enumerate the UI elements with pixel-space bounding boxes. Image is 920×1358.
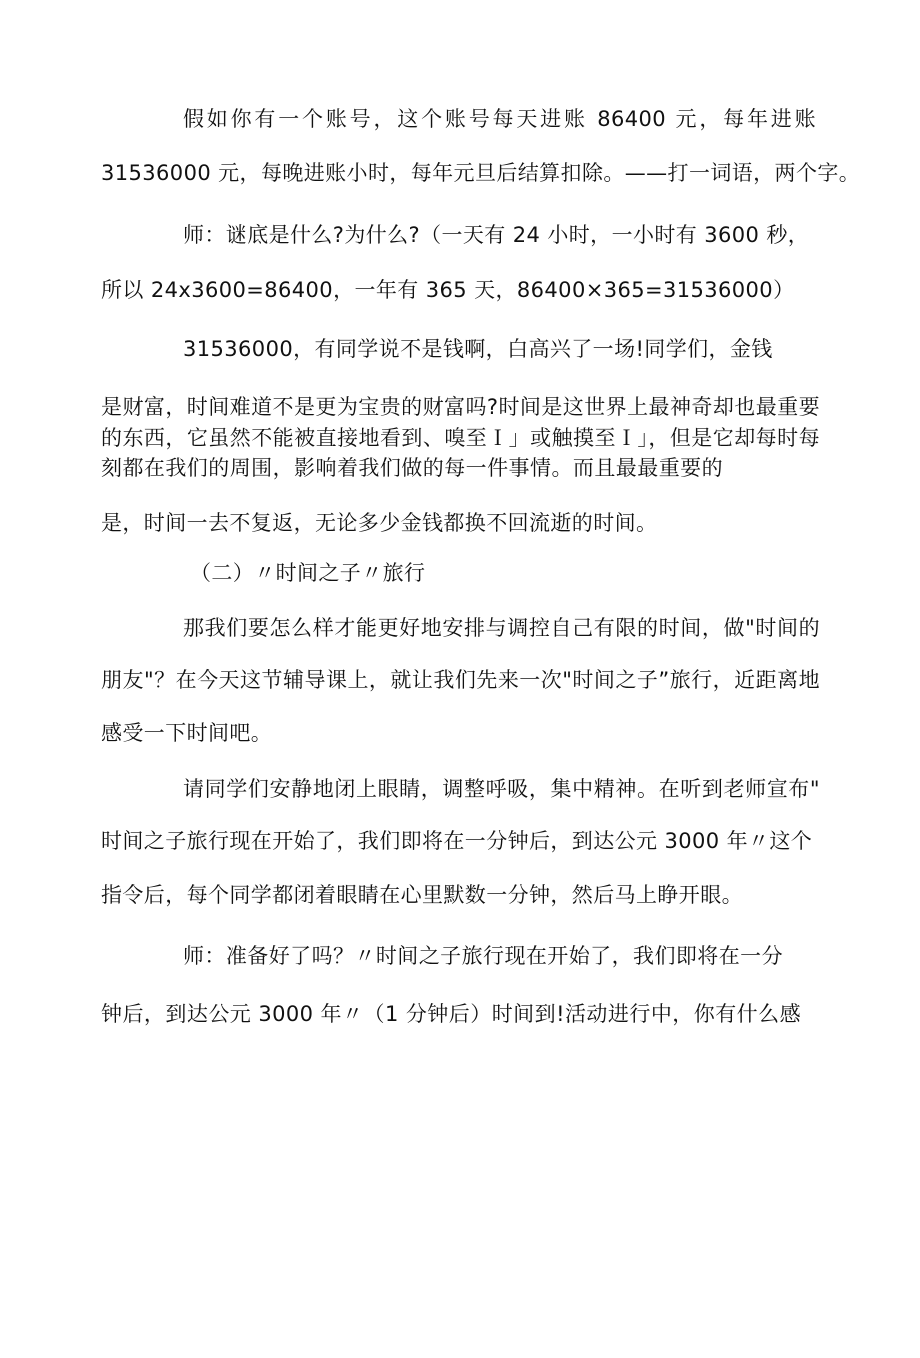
text-line-13: 感受一下时间吧。 bbox=[101, 721, 273, 745]
text-line-4: 所以 24x3600=86400，一年有 365 天，86400×365=31536000） bbox=[101, 278, 795, 302]
text-line-18: 钟后，到达公元 3000 年〃（1 分钟后）时间到!活动进行中，你有什么感 bbox=[101, 1002, 801, 1026]
text-line-15: 时间之子旅行现在开始了，我们即将在一分钟后，到达公元 3000 年〃这个 bbox=[101, 829, 813, 853]
text-line-11: 那我们要怎么样才能更好地安排与调控自己有限的时间，做"时间的 bbox=[183, 616, 820, 640]
text-line-7: 的东西，它虽然不能被直接地看到、嗅至Ｉ」或触摸至Ｉ」，但是它却每时每 bbox=[101, 426, 820, 450]
text-line-8: 刻都在我们的周围，影响着我们做的每一件事情。而且最最重要的 bbox=[101, 456, 723, 480]
text-line-16: 指令后，每个同学都闭着眼睛在心里默数一分钟，然后马上睁开眼。 bbox=[101, 883, 743, 907]
section-heading: （二）〃时间之子〃旅行 bbox=[190, 561, 426, 585]
text-line-12: 朋友"？在今天这节辅导课上，就让我们先来一次"时间之子”旅行，近距离地 bbox=[101, 668, 820, 692]
text-line-6: 是财富，时间难道不是更为宝贵的财富吗?时间是这世界上最神奇却也最重要 bbox=[101, 395, 820, 419]
text-line-9: 是，时间一去不复返，无论多少金钱都换不回流逝的时间。 bbox=[101, 511, 658, 535]
text-line-2: 31536000 元，每晚进账小时，每年元旦后结算扣除。——打一词语，两个字。 bbox=[101, 161, 861, 185]
text-line-3: 师：谜底是什么?为什么?（一天有 24 小时，一小时有 3600 秒， bbox=[183, 223, 810, 247]
text-line-17: 师：准备好了吗？〃时间之子旅行现在开始了，我们即将在一分 bbox=[183, 944, 783, 968]
text-line-5: 31536000，有同学说不是钱啊，白高兴了一场!同学们，金钱 bbox=[183, 337, 773, 361]
text-line-14: 请同学们安静地闭上眼睛，调整呼吸，集中精神。在听到老师宣布" bbox=[183, 777, 820, 801]
text-line-1: 假如你有一个账号，这个账号每天进账 86400 元，每年进账 bbox=[183, 107, 816, 131]
